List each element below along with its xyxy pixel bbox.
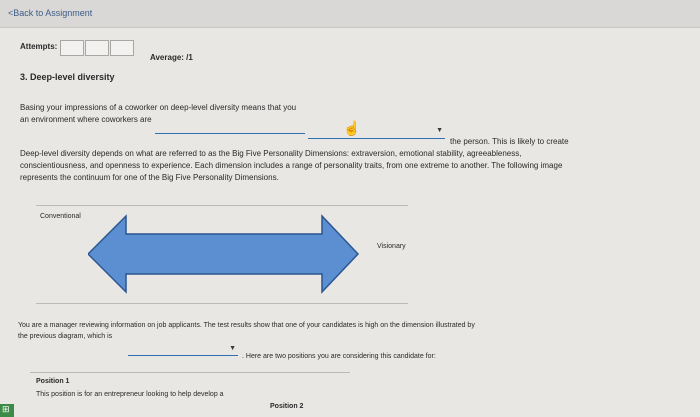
positions-divider [30, 372, 350, 373]
grid-icon: ⊞ [2, 404, 10, 414]
after-dropdown-2-text: . Here are two positions you are considering this candidate for: [242, 353, 436, 360]
para1-line2: an environment where coworkers are [20, 115, 152, 124]
attempt-box [60, 40, 84, 56]
continuum-right-label: Visionary [377, 243, 406, 250]
question-paragraph-3 [18, 320, 578, 342]
impression-dropdown[interactable] [308, 125, 445, 139]
after-dropdown-text: the person. This is likely to create [450, 137, 569, 146]
position-1-text: This position is for an entrepreneur looking to help develop a [36, 391, 224, 398]
double-arrow-diagram [88, 214, 360, 294]
dimension-dropdown[interactable] [128, 343, 238, 356]
attempt-box [110, 40, 134, 56]
attempts-label: Attempts: [20, 42, 58, 51]
top-bar [0, 0, 700, 28]
divider-top [36, 205, 408, 206]
attempt-boxes [60, 40, 135, 56]
continuum-arrow [88, 216, 358, 292]
average-score: Average: /1 [150, 53, 193, 62]
divider-bottom [36, 303, 408, 304]
para1-line1: Basing your impressions of a coworker on deep-level diversity means that you [20, 103, 297, 112]
continuum-left-label: Conventional [40, 213, 81, 220]
position-2-label: Position 2 [270, 403, 304, 410]
question-paragraph-2: Deep-level diversity depends on what are referred to as the Big Five Personality Dimensions: extraversion, emotional stability, agreeableness, conscientiousness, and openness to experience. Each dimension includes a range of personality traits, from one extreme to another. The following image represents the continuum for one of the Big Five Personality Dimensions. [20, 149, 563, 182]
para3-line1: You are a manager reviewing information on job applicants. The test results show that one of your candidates is high on the dimension illustrated by [18, 322, 475, 329]
position-1-label: Position 1 [36, 378, 70, 385]
attempt-box [85, 40, 109, 56]
chevron-down-icon: ▼ [436, 127, 443, 134]
hand-cursor-icon: ☝ [343, 120, 361, 136]
chevron-down-icon: ▼ [229, 345, 236, 352]
blank-underline [155, 122, 305, 134]
back-to-assignment-link[interactable]: <Back to Assignment [8, 8, 93, 18]
para3-line2: the previous diagram, which is [18, 333, 113, 340]
question-title: 3. Deep-level diversity [20, 72, 115, 82]
